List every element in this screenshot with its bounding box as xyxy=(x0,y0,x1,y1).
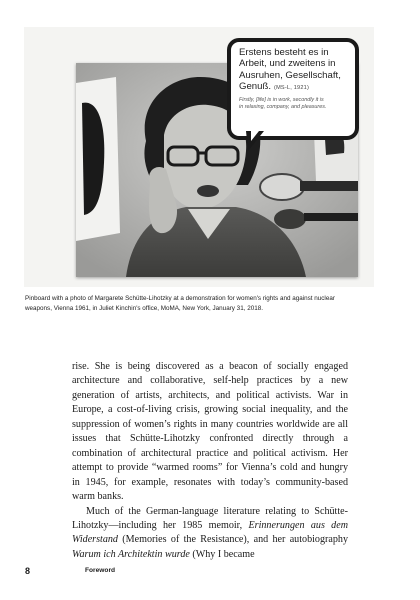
paragraph-2-text-c: (Memories of the Resistance), and her autobiography xyxy=(117,534,348,546)
quote-translation xyxy=(239,97,349,111)
quote-line-3: Ausruhen, Gesellschaft, xyxy=(239,69,341,81)
quote-line-4 xyxy=(239,81,349,94)
memoir-title: Erinnerungen aus dem Widerstand xyxy=(72,519,348,546)
translation-line-1: Firstly, [life] is in work, secondly it is xyxy=(239,97,324,104)
body-text xyxy=(72,360,348,562)
photo-caption xyxy=(25,294,377,313)
quote-line-2: Arbeit, und zweitens in xyxy=(239,58,336,70)
speech-bubble xyxy=(227,38,359,140)
quote-source: (MS-L, 1921) xyxy=(274,84,310,91)
paragraph-2 xyxy=(72,505,348,563)
quote-line-4-text: Genuß. xyxy=(239,80,271,92)
autobiography-title: Warum ich Architektin wurde xyxy=(72,548,190,560)
speech-bubble-tail xyxy=(244,131,266,153)
translation-line-2: in relaxing, company, and pleasures. xyxy=(239,104,327,111)
caption-line-1: Pinboard with a photo of Margarete Schütte-Lihotzky at a demonstration for women's rights and against nuclear xyxy=(25,295,335,302)
pinboard-photo xyxy=(24,27,374,287)
caption-line-2: weapons, Vienna 1961, in Juliet Kinchin's office, MoMA, New York, January 31, 2018. xyxy=(25,304,263,312)
page-number: 8 xyxy=(25,566,31,576)
quote-line-1: Erstens besteht es in xyxy=(239,47,329,58)
paragraph-1: rise. She is being discovered as a beacon of socially engaged architecture and collaborative, self-help practices by a new generation of artists, architects, and political activists. War in Europe, a cost-of-living crisis, growing social inequality, and the suppression of women’s rights in many countries worldwide are all issues that Schütte-Lihotzky confronted directly through a combination of architectural practice and political activism. Her attempt to provide “warmed rooms” for Vienna’s cold and hungry in 1945, for example, resonates with today’s community-based warm banks. xyxy=(72,361,348,503)
running-footer-section: Foreword xyxy=(85,567,116,574)
paragraph-2-text-e: (Why I became xyxy=(189,548,255,560)
paragraph-2-text-a: Much of the German-language literature relating to Schütte-Lihotzky—including her 1985 memoir, xyxy=(72,505,348,531)
